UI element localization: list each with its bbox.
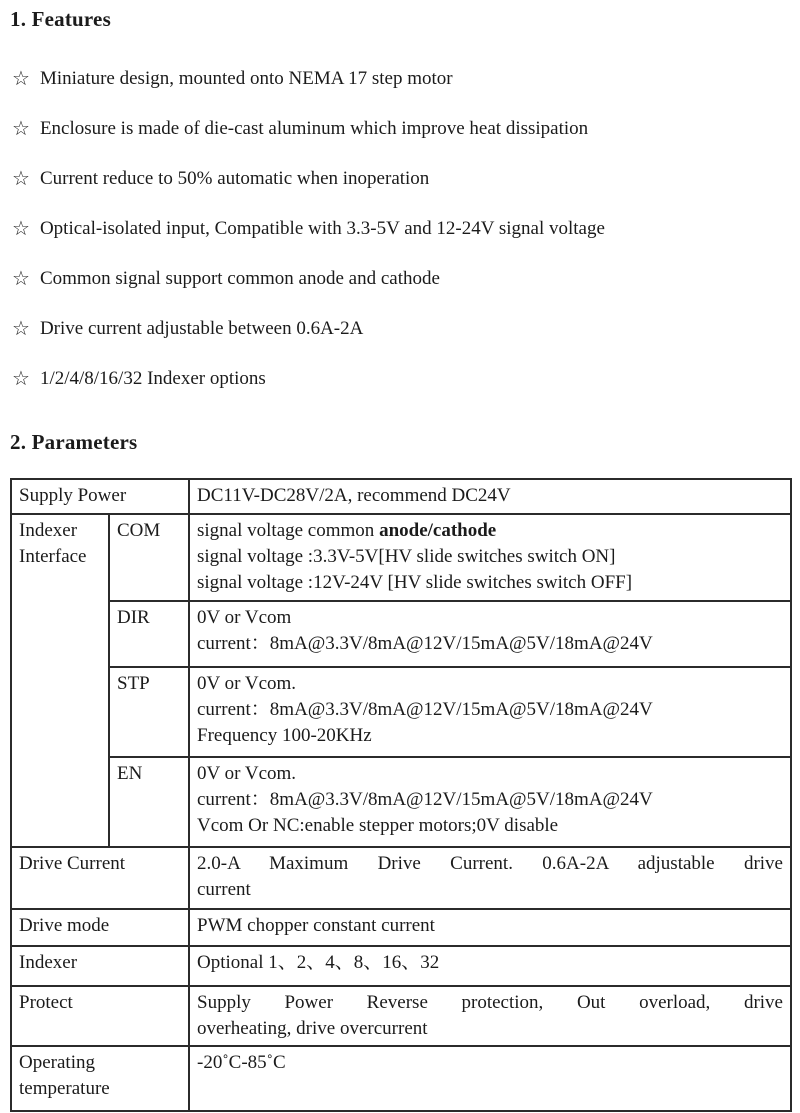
param-value-supply-power: DC11V-DC28V/2A, recommend DC24V [189,479,791,514]
row-indexer-interface-en [11,757,791,847]
feature-item [12,216,790,242]
parameters-heading: 2. Parameters [10,430,138,454]
feature-item [12,266,790,292]
drive-current-line-2: current [197,879,251,900]
feature-text: Current reduce to 50% automatic when inoperation [39,168,430,189]
signal-label-com: COM [109,514,189,601]
drive-current-line-1: 2.0-A Maximum Drive Current. 0.6A-2A adjustable drive [197,853,783,874]
feature-item [12,116,790,142]
param-label-protect: Protect [11,986,189,1046]
star-bullet-icon: ☆ [12,68,30,90]
feature-item [12,66,790,92]
stp-line-3: Frequency 100-20KHz [197,725,372,746]
en-line-1: 0V or Vcom. [197,763,297,784]
feature-text: Optical-isolated input, Compatible with 3.3-5V and 12-24V signal voltage [39,218,605,239]
dir-line-2: current：8mA@3.3V/8mA@12V/15mA@5V/18mA@24V [197,633,653,654]
param-value-stp [189,667,791,757]
stp-line-2: current：8mA@3.3V/8mA@12V/15mA@5V/18mA@24V [197,699,653,720]
row-indexer-interface-stp [11,667,791,757]
com-line-1: signal voltage common anode/cathode [197,520,497,541]
param-value-drive-current [189,847,791,909]
com-line-2: signal voltage :3.3V-5V[HV slide switches switch ON] [197,546,616,567]
param-value-com [189,514,791,601]
com-line-3: signal voltage :12V-24V [HV slide switches switch OFF] [197,572,633,593]
row-drive-current [11,847,791,909]
param-label-supply-power: Supply Power [11,479,189,514]
row-protect [11,986,791,1046]
dir-line-1: 0V or Vcom [197,607,292,628]
protect-line-2: overheating, drive overcurrent [197,1018,428,1039]
features-heading: 1. Features [10,7,111,31]
feature-text: Common signal support common anode and cathode [39,268,440,289]
param-label-drive-mode: Drive mode [11,909,189,946]
row-supply-power [11,479,791,514]
param-value-dir [189,601,791,667]
row-drive-mode [11,909,791,946]
signal-label-en: EN [109,757,189,847]
signal-label-stp: STP [109,667,189,757]
feature-item [12,366,790,392]
star-bullet-icon: ☆ [12,318,30,340]
feature-text: Enclosure is made of die-cast aluminum which improve heat dissipation [39,118,589,139]
row-indexer-interface-com [11,514,791,601]
param-value-protect [189,986,791,1046]
row-operating-temperature [11,1046,791,1111]
star-bullet-icon: ☆ [12,118,30,140]
param-label-indexer-interface: Indexer Interface [11,514,109,847]
feature-text: 1/2/4/8/16/32 Indexer options [39,368,266,389]
protect-line-1: Supply Power Reverse protection, Out overload, drive [197,992,783,1013]
star-bullet-icon: ☆ [12,218,30,240]
param-value-indexer: Optional 1、2、4、8、16、32 [189,946,791,986]
star-bullet-icon: ☆ [12,368,30,390]
param-label-drive-current: Drive Current [11,847,189,909]
com-anode-cathode-bold: anode/cathode [379,520,497,541]
signal-label-dir: DIR [109,601,189,667]
star-bullet-icon: ☆ [12,168,30,190]
en-line-2: current：8mA@3.3V/8mA@12V/15mA@5V/18mA@24V [197,789,653,810]
row-indexer [11,946,791,986]
param-value-operating-temperature: -20˚C-85˚C [189,1046,791,1111]
feature-text: Miniature design, mounted onto NEMA 17 step motor [39,68,453,89]
features-list [10,66,790,392]
param-label-operating-temperature: Operating temperature [11,1046,189,1111]
feature-item [12,316,790,342]
star-bullet-icon: ☆ [12,268,30,290]
param-value-en [189,757,791,847]
feature-text: Drive current adjustable between 0.6A-2A [39,318,364,339]
en-line-3: Vcom Or NC:enable stepper motors;0V disable [197,815,559,836]
feature-item [12,166,790,192]
row-indexer-interface-dir [11,601,791,667]
param-value-drive-mode: PWM chopper constant current [189,909,791,946]
parameters-table [10,478,792,1112]
param-label-indexer: Indexer [11,946,189,986]
stp-line-1: 0V or Vcom. [197,673,297,694]
